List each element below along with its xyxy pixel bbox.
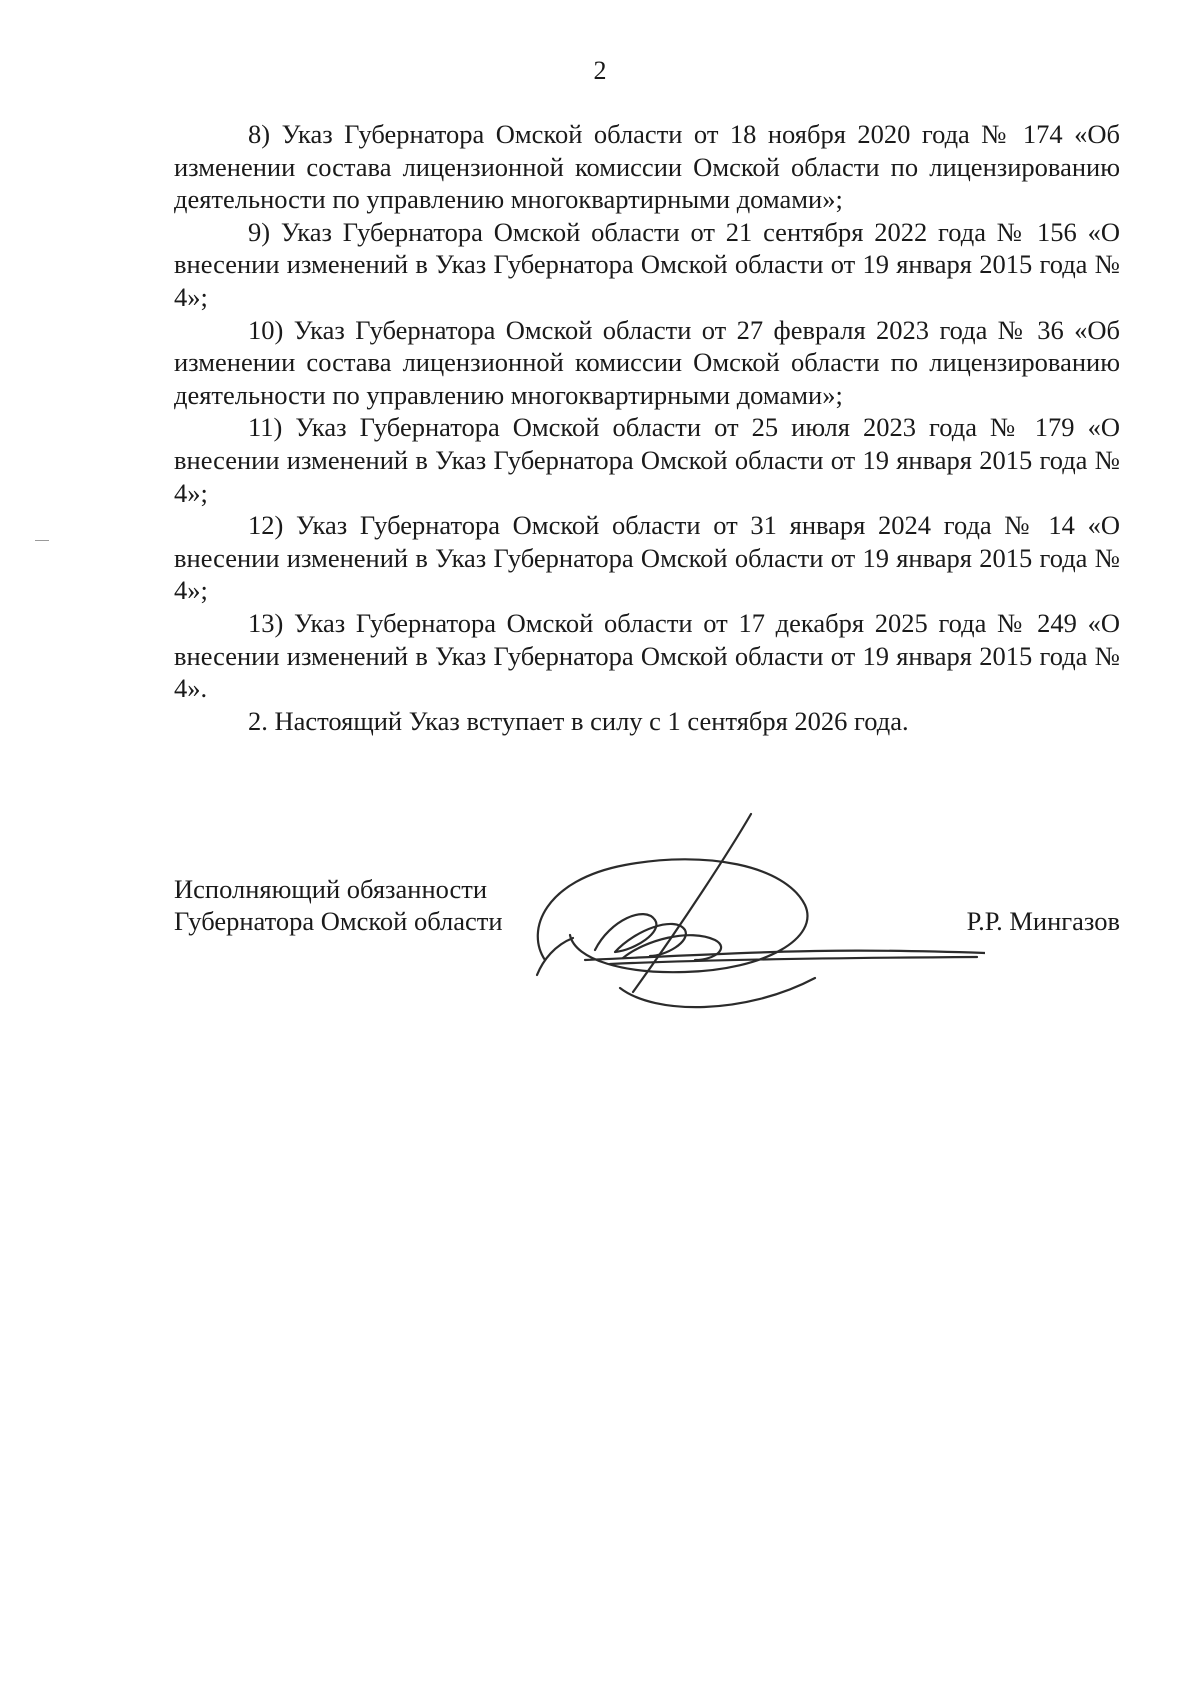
scan-margin-mark xyxy=(35,540,49,541)
list-item-number: 9) xyxy=(248,216,271,247)
list-item-9 xyxy=(174,216,1120,314)
list-item-10 xyxy=(174,314,1120,412)
list-item-number: 12) xyxy=(248,510,284,541)
list-item-8 xyxy=(174,118,1120,216)
handwritten-signature xyxy=(515,810,985,1010)
list-item-text: Указ Губернатора Омской области от 25 июля 2023 года № 179 «О внесении изменений в Указ Губернатора Омской области от 19 января 2015 года № 4»; xyxy=(174,412,1120,508)
list-item-text: Указ Губернатора Омской области от 31 января 2024 года № 14 «О внесении изменений в Указ Губернатора Омской области от 19 января 2015 года № 4»; xyxy=(174,510,1121,606)
list-item-text: Указ Губернатора Омской области от 17 декабря 2025 года № 249 «О внесении изменений в Указ Губернатора Омской области от 19 января 2015 года № 4». xyxy=(174,607,1120,704)
list-item-13 xyxy=(174,607,1120,705)
signatory-position-line-2: Губернатора Омской области xyxy=(174,906,503,936)
list-item-text: Указ Губернатора Омской области от 21 сентября 2022 года № 156 «О внесении изменений в Указ Губернатора Омской области от 19 января 2015 года № 4»; xyxy=(174,216,1120,312)
signatory-name: Р.Р. Мингазов xyxy=(966,906,1120,936)
list-item-number: 10) xyxy=(248,314,284,345)
list-item-number: 13) xyxy=(248,607,284,638)
list-item-number: 11) xyxy=(248,412,283,443)
signatory-position xyxy=(174,873,503,937)
list-item-text: Указ Губернатора Омской области от 27 февраля 2023 года № 36 «Об изменении состава лицензионной комиссии Омской области по лицензированию деятельности по управлению многоквартирными домами»; xyxy=(174,314,1121,410)
list-item-12 xyxy=(174,509,1120,607)
page-number: 2 xyxy=(593,56,607,85)
list-item-11 xyxy=(174,411,1120,509)
list-item-number: 8) xyxy=(248,119,271,149)
document-body xyxy=(174,118,1120,737)
signatory-position-line-1: Исполняющий обязанности xyxy=(174,874,488,904)
list-item-text: Указ Губернатора Омской области от 18 ноября 2020 года № 174 «Об изменении состава лицензионной комиссии Омской области по лицензированию деятельности по управлению многоквартирными домами»; xyxy=(174,119,1121,215)
clause-2: 2. Настоящий Указ вступает в силу с 1 сентября 2026 года. xyxy=(248,705,909,736)
